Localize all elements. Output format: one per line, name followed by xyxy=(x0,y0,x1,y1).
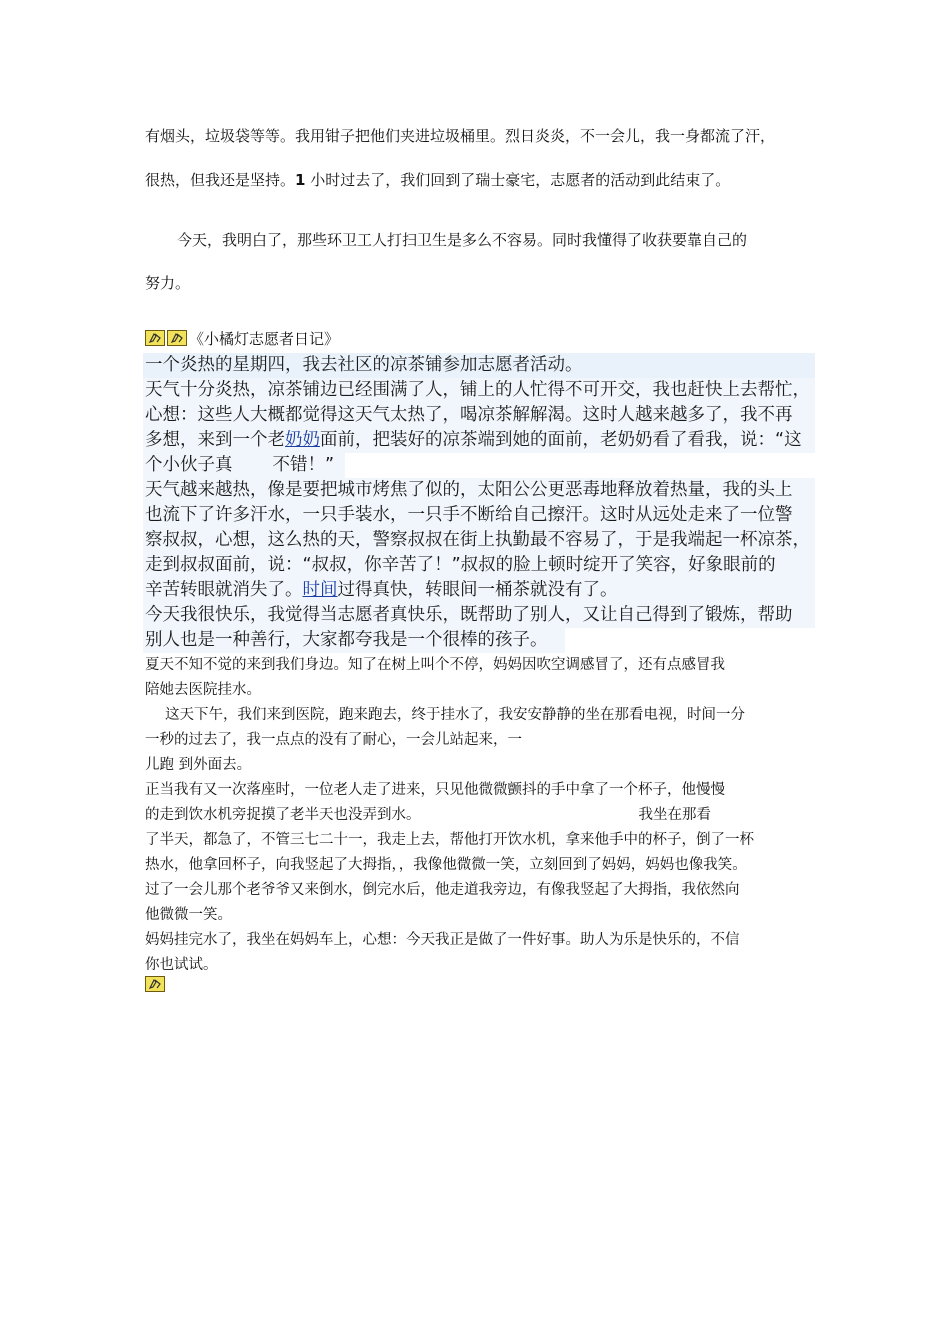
text-line: 心想：这些人大概都觉得这天气太热了，喝凉茶解解渴。这时人越来越多了，我不再 xyxy=(143,403,815,428)
diary-title-row xyxy=(145,328,339,348)
diary-title: 《小橘灯志愿者日记》 xyxy=(189,329,340,348)
attachment-icon[interactable] xyxy=(145,976,165,992)
text-line: 你也试试。 xyxy=(145,957,218,973)
text-line: 也流下了许多汗水，一只手装水，一只手不断给自己擦汗。这时从远处走来了一位警 xyxy=(143,503,815,528)
text-line: 他微微一笑。 xyxy=(145,907,232,923)
text-line: 这天下午，我们来到医院，跑来跑去，终于挂水了，我安安静静的坐在那看电视，时间一分 xyxy=(165,707,745,723)
text-line: 努力。 xyxy=(145,274,191,292)
text-line: 一个炎热的星期四，我去社区的凉茶铺参加志愿者活动。 xyxy=(143,353,815,378)
time-link[interactable]: 时间 xyxy=(302,580,338,600)
text-line: 陪她去医院挂水。 xyxy=(145,682,261,698)
text-span: 不错！” xyxy=(272,455,335,475)
text-line: 别人也是一种善行，大家都夸我是一个很棒的孩子。 xyxy=(143,628,565,653)
text-line xyxy=(145,170,810,190)
text-span: 面前，把装好的凉茶端到她的面前，老奶奶看了看我，说：“这 xyxy=(320,430,802,450)
top-paragraph-line2 xyxy=(145,170,810,190)
text-line xyxy=(145,803,810,828)
text-span: 我坐在那看 xyxy=(638,807,711,823)
top-paragraph xyxy=(145,126,810,146)
text-line xyxy=(143,453,345,478)
text-line: 过了一会儿那个老爷爷又来倒水，倒完水后，他走道我旁边，有像我竖起了大拇指，我依然向 xyxy=(145,882,740,898)
text-span: 很热，但我还是坚持。 xyxy=(145,171,296,189)
text-line: 了半天，都急了，不管三七二十一，我走上去，帮他打开饮水机，拿来他手中的杯子，倒了一杯 xyxy=(145,832,754,848)
text-span: 个小伙子真 xyxy=(145,455,233,475)
conclusion-paragraph xyxy=(145,230,810,250)
text-span: 小时过去了，我们回到了瑞士豪宅，志愿者的活动到此结束了。 xyxy=(305,171,731,189)
bottom-attachment xyxy=(145,976,167,996)
text-line: 今天，我明白了，那些环卫工人打扫卫生是多么不容易。同时我懂得了收获要靠自己的 xyxy=(177,231,748,249)
attachment-icon[interactable] xyxy=(145,330,165,346)
text-line: 夏天不知不觉的来到我们身边。知了在树上叫个不停，妈妈因吹空调感冒了，还有点感冒我 xyxy=(145,657,725,673)
text-line: 天气越来越热，像是要把城市烤焦了似的，太阳公公更恶毒地释放着热量，我的头上 xyxy=(143,478,815,503)
text-line: 正当我有又一次落座时，一位老人走了进来，只见他微微颤抖的手中拿了一个杯子，他慢慢 xyxy=(145,782,725,798)
text-line: 儿跑 到外面去。 xyxy=(145,757,252,773)
text-line: 一秒的过去了，我一点点的没有了耐心，一会儿站起来，一 xyxy=(145,732,522,748)
text-line: 有烟头，垃圾袋等等。我用钳子把他们夹进垃圾桶里。烈日炎炎，不一会儿，我一身都流了汗， xyxy=(145,127,776,145)
text-line: 察叔叔，心想，这么热的天，警察叔叔在街上执勤最不容易了，于是我端起一杯凉茶， xyxy=(143,528,815,553)
number-text: 1 xyxy=(295,171,306,189)
conclusion-paragraph-line2 xyxy=(145,273,810,293)
text-span: 辛苦转眼就消失了。 xyxy=(145,580,303,600)
text-span: 过得真快，转眼间一桶茶就没有了。 xyxy=(337,580,618,600)
story-section xyxy=(145,653,810,978)
grandma-link[interactable]: 奶奶 xyxy=(285,430,320,450)
text-line: 妈妈挂完水了，我坐在妈妈车上，心想：今天我正是做了一件好事。助人为乐是快乐的，不信 xyxy=(145,932,740,948)
text-line: 今天我很快乐，我觉得当志愿者真快乐，既帮助了别人，又让自己得到了锻炼，帮助 xyxy=(143,603,815,628)
text-line: 热水，他拿回杯子，向我竖起了大拇指，，我像他微微一笑，立刻回到了妈妈，妈妈也像我笑。 xyxy=(145,857,747,873)
text-span: 的走到饮水机旁捉摸了老半天也没弄到水。 xyxy=(145,807,421,823)
text-line: 走到叔叔面前，说：“叔叔，你辛苦了！”叔叔的脸上顿时绽开了笑容，好象眼前的 xyxy=(143,553,815,578)
text-line xyxy=(143,578,815,603)
text-line: 天气十分炎热，凉茶铺边已经围满了人，铺上的人忙得不可开交，我也赶快上去帮忙， xyxy=(143,378,815,403)
highlighted-diary xyxy=(143,353,815,653)
text-span: 多想，来到一个老 xyxy=(145,430,285,450)
text-line xyxy=(143,428,815,453)
attachment-icon[interactable] xyxy=(167,330,187,346)
